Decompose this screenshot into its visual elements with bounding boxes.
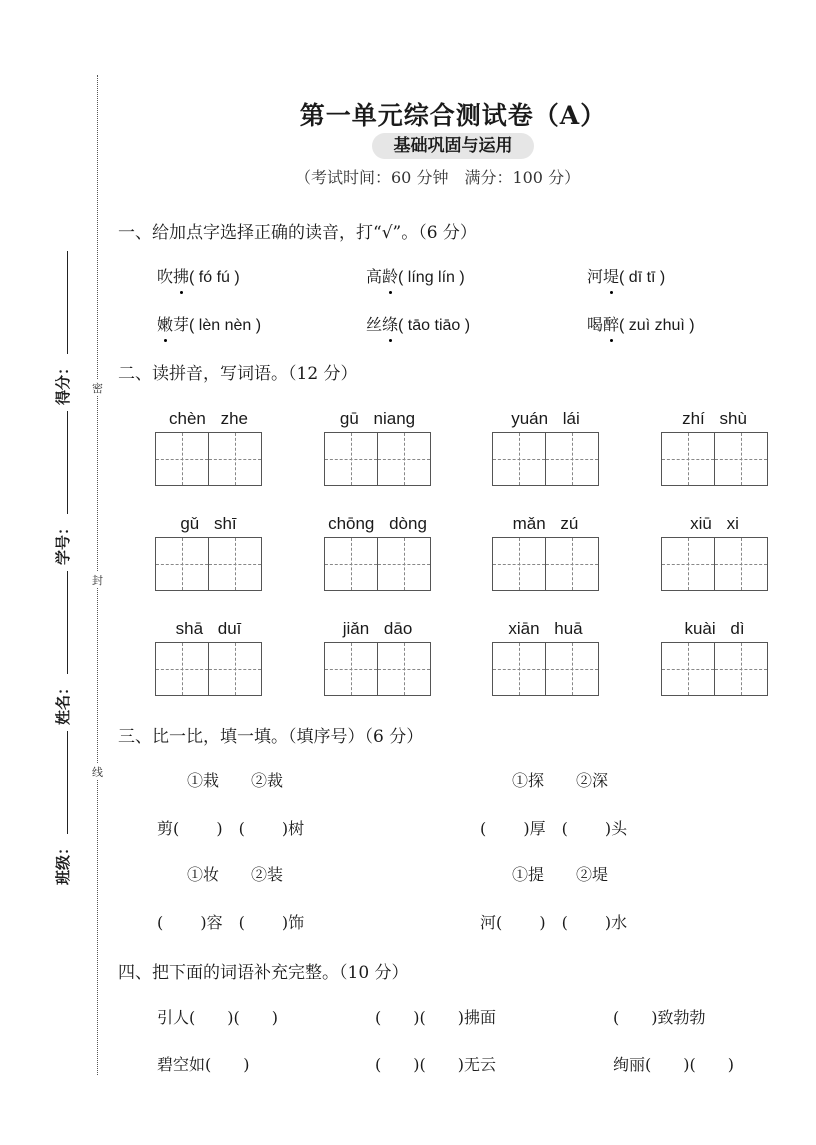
grid-cell[interactable] xyxy=(209,433,261,485)
writing-grid[interactable] xyxy=(155,432,262,486)
pinyin-label: mǎn zú xyxy=(512,514,579,533)
choices: ①栽 ②裁 xyxy=(187,771,284,790)
pronunciation-options[interactable]: ( zuì zhuì ) xyxy=(619,317,695,334)
writing-grid[interactable] xyxy=(155,537,262,591)
exam-info: （考试时间：60 分钟 满分：100 分） xyxy=(295,168,581,187)
grid-cell[interactable] xyxy=(715,433,767,485)
pinyin-label: zhí shù xyxy=(682,409,747,428)
writing-grid[interactable] xyxy=(155,642,262,696)
idiom-blank[interactable]: ( )( )拂面 xyxy=(375,1008,496,1027)
grid-cell[interactable] xyxy=(378,433,430,485)
seal-mark: 密 xyxy=(92,382,103,395)
pinyin-label: chèn zhe xyxy=(169,409,248,428)
grid-cell[interactable] xyxy=(546,433,598,485)
character: 高 xyxy=(366,267,383,286)
grid-cell[interactable] xyxy=(493,433,546,485)
fill-blanks[interactable]: ( )容 ( )饰 xyxy=(157,913,305,932)
pinyin-label: gū niang xyxy=(339,409,416,428)
name-blank[interactable] xyxy=(57,571,68,674)
writing-grid[interactable] xyxy=(324,537,431,591)
pronunciation-item[interactable] xyxy=(587,312,695,335)
character: 吹 xyxy=(157,267,174,286)
pronunciation-options[interactable]: ( lèn nèn ) xyxy=(189,317,262,334)
pinyin-label: kuài dì xyxy=(684,619,745,638)
pinyin-label: shā duī xyxy=(175,619,242,638)
grid-cell[interactable] xyxy=(715,538,767,590)
pinyin-label: jiǎn dāo xyxy=(342,619,413,638)
class-label: 班级： xyxy=(53,839,72,885)
idiom-blank[interactable]: ( )致勃勃 xyxy=(613,1008,706,1027)
grid-cell[interactable] xyxy=(209,643,261,695)
character: 河 xyxy=(587,267,604,286)
grid-cell[interactable] xyxy=(325,433,378,485)
pronunciation-options[interactable]: ( tāo tiāo ) xyxy=(398,317,471,334)
grid-cell[interactable] xyxy=(325,538,378,590)
section3-heading: 三、比一比，填一填。（填序号）（6 分） xyxy=(118,727,424,747)
grid-cell[interactable] xyxy=(493,538,546,590)
pronunciation-item[interactable] xyxy=(157,312,261,335)
dotted-character: 嫩 xyxy=(157,312,173,335)
grid-cell[interactable] xyxy=(378,643,430,695)
grid-cell[interactable] xyxy=(546,643,598,695)
dotted-character: 龄 xyxy=(382,264,398,287)
page-subtitle: 基础巩固与运用 xyxy=(372,133,534,159)
writing-grid[interactable] xyxy=(324,432,431,486)
seal-mark: 线 xyxy=(92,766,103,779)
score-label: 得分： xyxy=(53,359,72,405)
writing-grid[interactable] xyxy=(661,432,768,486)
pronunciation-options[interactable]: ( líng lín ) xyxy=(398,269,465,286)
pinyin-label: chōng dòng xyxy=(328,514,427,533)
grid-cell[interactable] xyxy=(378,538,430,590)
writing-grid[interactable] xyxy=(324,642,431,696)
writing-grid[interactable] xyxy=(492,642,599,696)
choices: ①探 ②深 xyxy=(512,771,609,790)
pinyin-label: yuán lái xyxy=(511,409,580,428)
writing-grid[interactable] xyxy=(492,432,599,486)
fill-blanks[interactable]: 河( ) ( )水 xyxy=(480,913,628,932)
choices: ①提 ②堤 xyxy=(512,865,609,884)
fill-blanks[interactable]: 剪( ) ( )树 xyxy=(157,819,305,838)
section4-heading: 四、把下面的词语补充完整。（10 分） xyxy=(118,963,409,983)
section1-heading: 一、给加点字选择正确的读音，打“√”。（6 分） xyxy=(118,223,477,243)
id-blank[interactable] xyxy=(57,411,68,514)
choices: ①妆 ②装 xyxy=(187,865,284,884)
pinyin-label: xiū xi xyxy=(690,514,739,533)
grid-cell[interactable] xyxy=(156,433,209,485)
id-label: 学号： xyxy=(53,519,72,565)
dotted-character: 绦 xyxy=(382,312,398,335)
grid-cell[interactable] xyxy=(662,643,715,695)
grid-cell[interactable] xyxy=(325,643,378,695)
pronunciation-options[interactable]: ( fó fú ) xyxy=(189,269,240,286)
pronunciation-item[interactable] xyxy=(366,264,465,287)
grid-cell[interactable] xyxy=(493,643,546,695)
fill-blanks[interactable]: ( )厚 ( )头 xyxy=(480,819,628,838)
grid-cell[interactable] xyxy=(209,538,261,590)
character: 丝 xyxy=(366,315,383,334)
writing-grid[interactable] xyxy=(492,537,599,591)
dotted-character: 醉 xyxy=(603,312,619,335)
pronunciation-item[interactable] xyxy=(157,264,240,287)
grid-cell[interactable] xyxy=(662,433,715,485)
idiom-blank[interactable]: ( )( )无云 xyxy=(375,1055,496,1074)
pronunciation-item[interactable] xyxy=(587,264,665,287)
pinyin-label: gǔ shī xyxy=(180,514,237,533)
character: 芽 xyxy=(173,315,190,334)
pronunciation-options[interactable]: ( dī tī ) xyxy=(619,269,666,286)
page-title: 第一单元综合测试卷（A） xyxy=(299,101,607,130)
student-info-strip xyxy=(50,245,74,885)
score-blank[interactable] xyxy=(57,251,68,354)
grid-cell[interactable] xyxy=(546,538,598,590)
character: 喝 xyxy=(587,315,604,334)
class-blank[interactable] xyxy=(57,731,68,834)
name-label: 姓名： xyxy=(53,679,72,725)
section2-heading: 二、读拼音，写词语。（12 分） xyxy=(118,364,358,384)
grid-cell[interactable] xyxy=(156,643,209,695)
idiom-blank[interactable]: 引人( )( ) xyxy=(157,1008,278,1027)
idiom-blank[interactable]: 碧空如( ) xyxy=(157,1055,250,1074)
grid-cell[interactable] xyxy=(156,538,209,590)
pinyin-label: xiān huā xyxy=(508,619,583,638)
seal-mark: 封 xyxy=(92,574,103,587)
idiom-blank[interactable]: 绚丽( )( ) xyxy=(613,1055,734,1074)
pronunciation-item[interactable] xyxy=(366,312,470,335)
writing-grid[interactable] xyxy=(661,537,768,591)
writing-grid[interactable] xyxy=(661,642,768,696)
grid-cell[interactable] xyxy=(715,643,767,695)
grid-cell[interactable] xyxy=(662,538,715,590)
dotted-character: 堤 xyxy=(603,264,619,287)
dotted-character: 拂 xyxy=(173,264,189,287)
